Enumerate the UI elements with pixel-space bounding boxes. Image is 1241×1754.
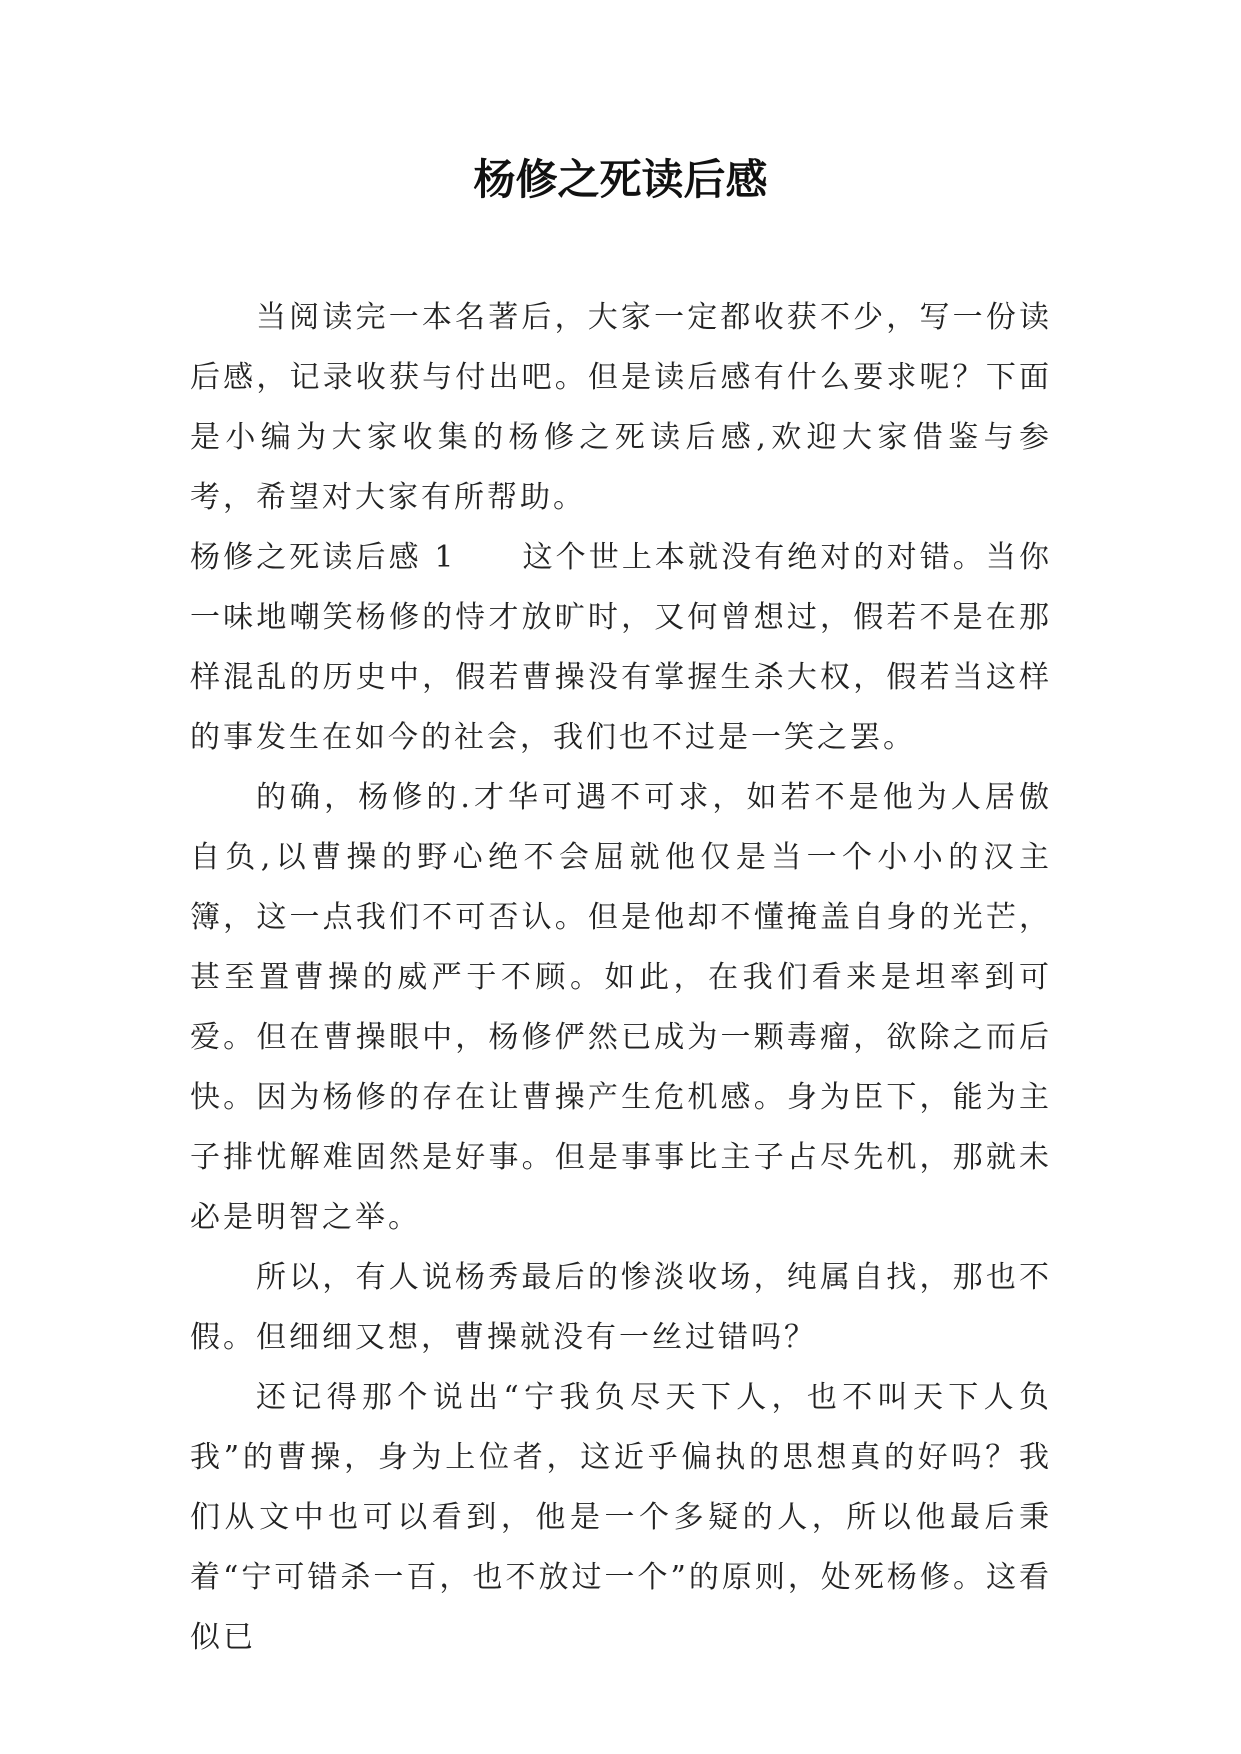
document-title: 杨修之死读后感 bbox=[473, 155, 768, 204]
body-paragraph: 还记得那个说出“宁我负尽天下人，也不叫天下人负我”的曹操，身为上位者，这近乎偏执的思想真的好吗？我们从文中也可以看到，他是一个多疑的人，所以他最后秉着“宁可错杀一百，也不放过一个”的原则，处死杨修。这看似已 bbox=[190, 1380, 1052, 1655]
section-1-heading: 杨修之死读后感 1 bbox=[190, 540, 457, 575]
body-paragraph: 的确，杨修的.才华可遇不可求，如若不是他为人居傲自负,以曹操的野心绝不会屈就他仅是当一个小小的汉主簿，这一点我们不可否认。但是他却不懂掩盖自身的光芒，甚至置曹操的威严于不顾。如此，在我们看来是坦率到可爱。但在曹操眼中，杨修俨然已成为一颗毒瘤，欲除之而后快。因为杨修的存在让曹操产生危机感。身为臣下，能为主子排忧解难固然是好事。但是事事比主子占尽先机，那就未必是明智之举。 bbox=[190, 780, 1052, 1235]
section-1-text: 这个世上本就没有绝对的对错。当你一味地嘲笑杨修的恃才放旷时，又何曾想过，假若不是在那样混乱的历史中，假若曹操没有掌握生杀大权，假若当这样的事发生在如今的社会，我们也不过是一笑之罢。 bbox=[190, 540, 1053, 755]
intro-paragraph: 当阅读完一本名著后，大家一定都收获不少，写一份读后感，记录收获与付出吧。但是读后感有什么要求呢？下面是小编为大家收集的杨修之死读后感,欢迎大家借鉴与参考，希望对大家有所帮助。 bbox=[190, 300, 1052, 515]
section-1-paragraph bbox=[190, 528, 1052, 768]
document-body bbox=[190, 288, 1052, 1668]
body-paragraph: 所以，有人说杨秀最后的惨淡收场，纯属自找，那也不假。但细细又想，曹操就没有一丝过错吗？ bbox=[190, 1260, 1052, 1355]
